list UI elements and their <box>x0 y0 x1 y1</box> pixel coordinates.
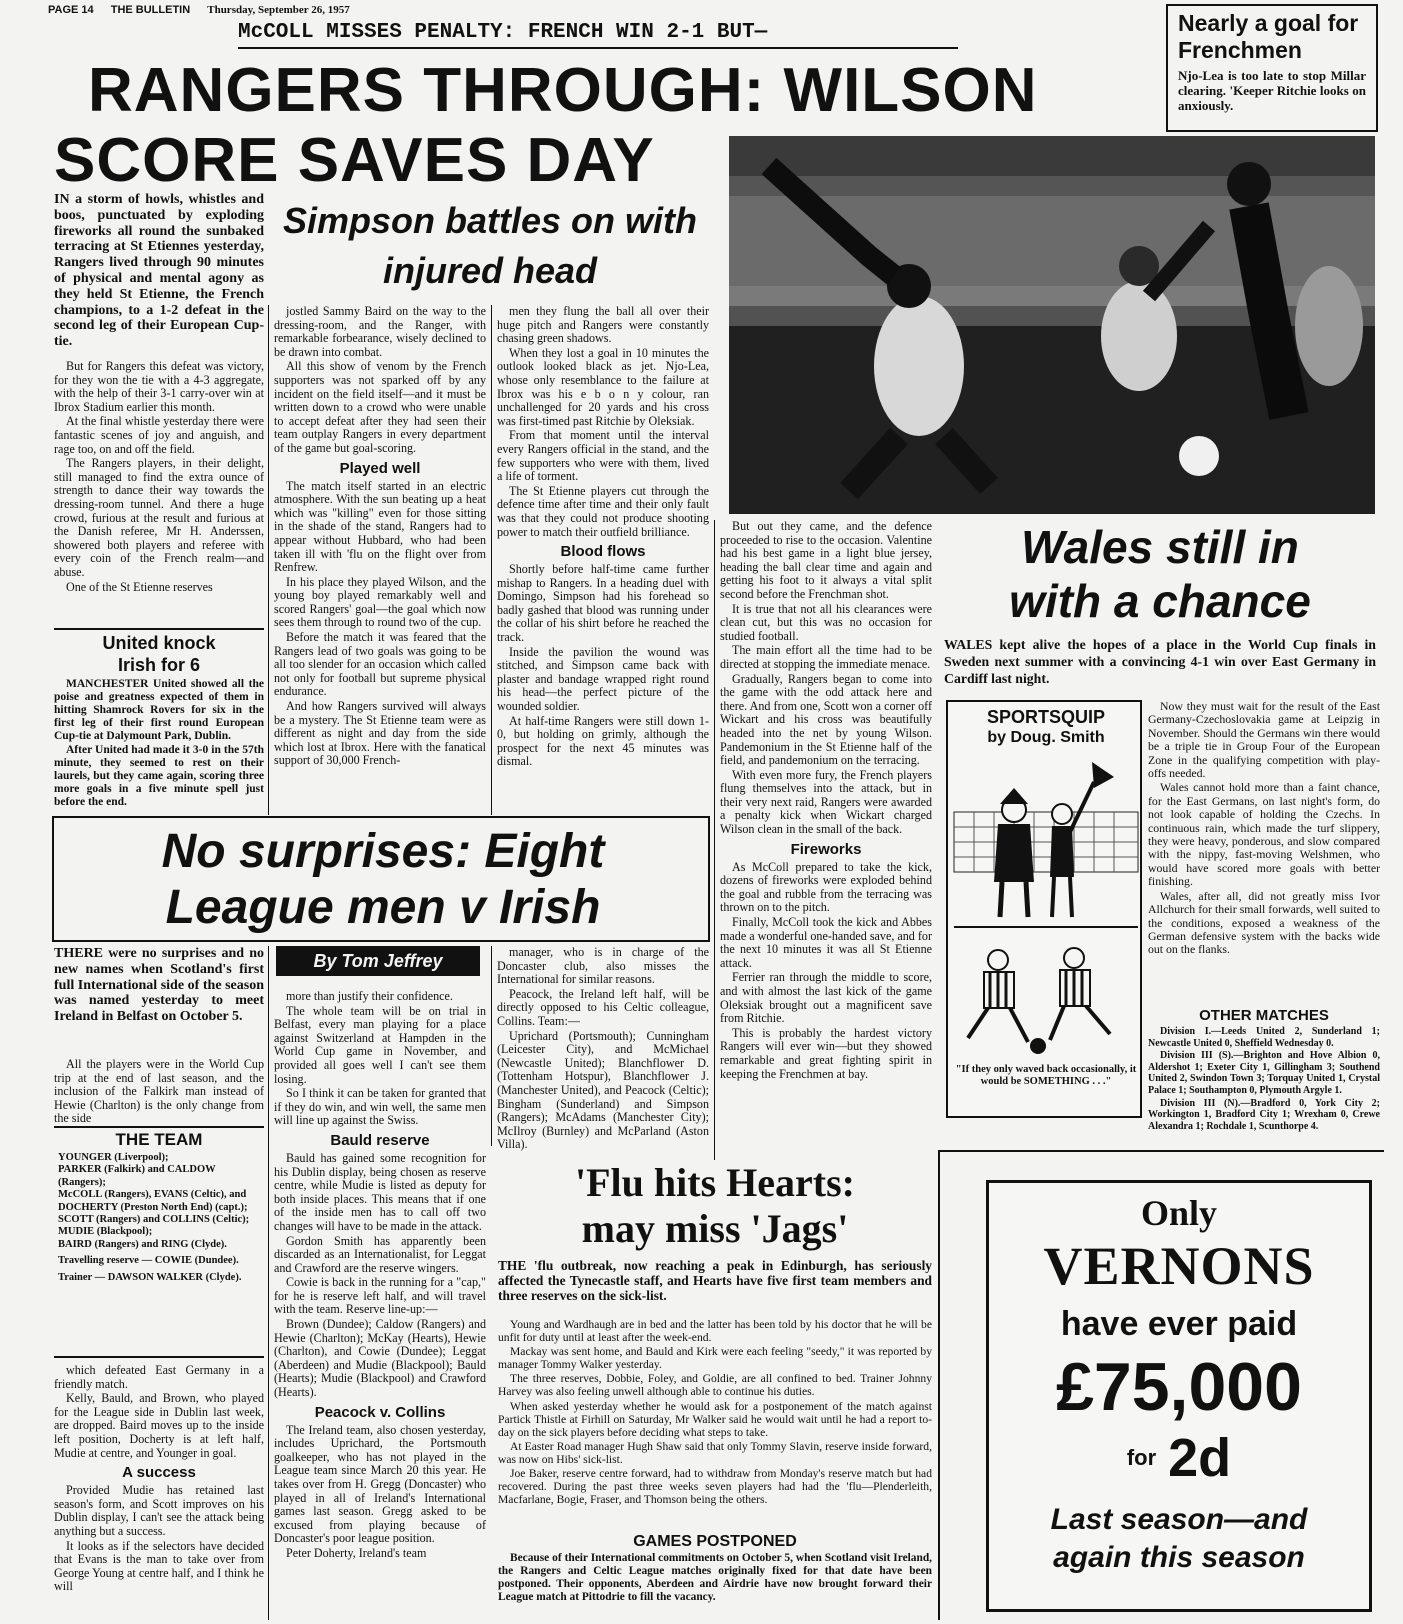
subhead-bauld-reserve: Bauld reserve <box>330 1131 430 1149</box>
hearts-headline <box>498 1160 932 1254</box>
subhead-played-well: Played well <box>339 459 421 477</box>
irish-col3 <box>497 945 709 1152</box>
byline-box <box>276 946 480 976</box>
team-player-2: PARKER (Falkirk) and CALDOW (Rangers); <box>58 1164 216 1188</box>
page-number: PAGE 14 <box>48 4 94 16</box>
rangers-col1-p2: At the final whistle yesterday there were fantastic scenes of joy and anguish, and rage too, on and off the field. <box>54 414 264 456</box>
hearts-headline-line1: 'Flu hits Hearts: <box>575 1160 855 1205</box>
irish-col2-p2: The whole team will be on trial in Belfast, every man playing for a place against Switzerland at Hampden in the World Cup game in November, and provided all goes well I can't see them losing. <box>274 1003 486 1086</box>
irish-col1c-p2: It looks as if the selectors have decided that Evans is the man to take over from George Young at centre half, and I think he will <box>54 1538 264 1594</box>
rangers-col3b-p3: At half-time Rangers were still down 1-0, but holding on grimly, although the prospect for the next 45 minutes was dismal. <box>497 713 709 769</box>
hearts-p3: The three reserves, Dobbie, Foley, and Goldie, are all confined to bed. Trainer Johnny Harvey was also feeling unwell although able to continue his duties. <box>498 1372 932 1399</box>
team-player-5: MUDIE (Blackpool); <box>58 1226 153 1238</box>
team-player-1: YOUNGER (Liverpool); <box>58 1152 169 1163</box>
hearts-p1: Young and Wardhaugh are in bed and the latter has been told by his doctor that he will be unfit for duty until at least after the week-end. <box>498 1318 932 1345</box>
cartoon-illustration <box>954 752 1138 1062</box>
rangers-col4b-p4: This is probably the hardest victory Rangers will ever win—but they showed remarkable and great fighting spirit in keeping the Frenchmen at bay. <box>720 1025 932 1081</box>
wales-col <box>1148 700 1380 1006</box>
cartoon-byline: by Doug. Smith <box>987 729 1105 746</box>
photo-caption-title: Nearly a goal for Frenchmen <box>1178 10 1359 63</box>
rangers-col4-p1: But out they came, and the defence proceeded to rise to the occasion. Valentine had his best game in a light blue jersey, heading the ball clear time and again and getting his foot to it always a vital split second before the Frenchman shot. <box>720 519 932 601</box>
team-reserve: Travelling reserve — COWIE (Dundee). <box>58 1255 239 1267</box>
col-rule-3 <box>714 520 715 1160</box>
subhead-a-success: A success <box>122 1464 196 1482</box>
irish-col1b-p1: which defeated East Germany in a friendly match. <box>54 1363 264 1391</box>
issue-date: Thursday, September 26, 1957 <box>207 4 350 16</box>
ad-price: 2d <box>1168 1428 1232 1488</box>
united-p1: MANCHESTER United showed all the poise and greatness expected of them in hitting Shamrock Rovers for six in the first leg of their first round European Cup-tie at Dalymount Park, Dublin. <box>54 678 264 742</box>
rangers-col3-p4: The St Etienne players cut through the defence time after time and their only fault was that they could not produce shooting power to match their outfield brilliance. <box>497 483 709 539</box>
rangers-col1-p4: One of the St Etienne reserves <box>66 579 213 594</box>
subhead-fireworks: Fireworks <box>790 840 862 858</box>
rangers-col4-p2: It is true that not all his clearances were clean cut, but this was no occasion for studied football. <box>720 601 932 643</box>
rangers-col4b-p2: Finally, McColl took the kick and Abbes made a wonderful one-handed save, and for the next 10 minutes it was all St Etienne attack. <box>720 915 932 970</box>
irish-col2c-p1: The Ireland team, also chosen yesterday, includes Uprichard, the Portsmouth goalkeeper, who has not played in the League team since March 20 this year. He takes over from H. Gregg (Doncaster) who played in all of Ireland's International games last season. Gregg asked to be excused from playing because of Doncaster's poor league position. <box>274 1422 486 1546</box>
sportsquip-cartoon <box>946 700 1142 1118</box>
other-matches-heading: OTHER MATCHES <box>1199 1007 1329 1024</box>
games-postponed-heading: GAMES POSTPONED <box>633 1533 797 1550</box>
team-trainer: Trainer — DAWSON WALKER (Clyde). <box>58 1271 242 1283</box>
rangers-col4b-p3: Ferrier ran through the middle to score, and with almost the last kick of the game Oleksiak brought out a magnificent save from Ritchie. <box>720 970 932 1026</box>
team-heading: THE TEAM <box>115 1130 203 1149</box>
wales-lead: WALES kept alive the hopes of a place in the World Cup finals in Sweden next summer with a convincing 4-1 win over East Germany in Cardiff last night. <box>944 637 1376 686</box>
rangers-col3 <box>497 305 709 815</box>
ad-price-line <box>989 1427 1369 1497</box>
byline-text: By Tom Jeffrey <box>313 951 443 971</box>
hearts-p5: At Easter Road manager Hugh Shaw said that only Tommy Slavin, reserve inside forward, was now on Hibs' sick-list. <box>498 1439 932 1466</box>
irish-col2b-p1: Bauld has gained some recognition for his Dublin display, being chosen as reserve centre, while Mudie is listed as deputy for both inside places. This means that if one of the inside men has to call off two changes will have to be made in the attack. <box>274 1150 486 1233</box>
irish-col2b-p3: Cowie is back in the running for a "cap," for he is reserve left half, and will travel with the team. Reserve line-up:— <box>274 1275 486 1317</box>
rangers-col1-p1: But for Rangers this defeat was victory, for they won the tie with a 4-3 aggregate, with the help of their 3-1 carry-over win at Ibrox Stadium earlier this month. <box>54 359 264 414</box>
kicker: McCOLL MISSES PENALTY: FRENCH WIN 2-1 BUT— <box>238 21 768 44</box>
masthead <box>48 4 948 20</box>
irish-col2c-p2: Peter Doherty, Ireland's team <box>286 1545 427 1560</box>
rangers-col3b-p1: Shortly before half-time came further mishap to Rangers. In a heading duel with Domingo, Simpson had his forehead so badly gashed that blood was running under the collar of his shirt before he reached the track. <box>497 562 709 645</box>
team-player-3: McCOLL (Rangers), EVANS (Celtic), and DOCHERTY (Preston North End) (capt.); <box>58 1189 248 1213</box>
hearts-body <box>498 1318 932 1534</box>
rangers-lead: IN a storm of howls, whistles and boos, punctuated by exploding fireworks all round the sunbaked terracing at St Etiennes yesterday, Rangers lived through 90 minutes of physical and mental agony as they held St Etienne, the French champions, to a 1-2 defeat in the second leg of their European Cup-tie. <box>54 192 264 350</box>
rangers-col4 <box>720 520 932 1160</box>
team-player-6: BAIRD (Rangers) and RING (Clyde). <box>58 1238 227 1250</box>
ad-amount: £75,000 <box>1056 1349 1302 1425</box>
rangers-col3b-p2: Inside the pavilion the wound was stitched, and Simpson came back with plaster and bandage wrapped right round his head—the perfect picture of the wounded soldier. <box>497 644 709 714</box>
united-top-rule <box>54 628 264 630</box>
col-rule-4 <box>268 946 269 1620</box>
other-matches-div3s: Division III (S).—Brighton and Hove Albion 0, Aldershot 1; Exeter City 1, Gillingham 3; Southend United 2, Swindon Town 3; Torquay United 1, Crystal Palace 1; Southampton 0, Plymouth Argyle 1. <box>1148 1050 1380 1096</box>
col-rule-5 <box>491 946 492 1146</box>
united-headline: United knock Irish for 6 <box>102 633 216 675</box>
col-rule-1 <box>268 305 269 815</box>
irish-col2-p3: So I think it can be taken for granted that if they do win, and win well, the same men will line up against the Swiss. <box>274 1086 486 1128</box>
rangers-col3-p3: From that moment until the interval every Rangers official in the stand, and the few supporters who were with them, lived a life of torment. <box>497 428 709 484</box>
irish-col1b <box>54 1364 264 1620</box>
rangers-col2b-p4: And how Rangers survived will always be a mystery. The St Etienne team were as different as night and day from the side which lost at Ibrox. Here with the fanatical support of 30,000 French- <box>274 699 486 768</box>
irish-col1 <box>54 1057 264 1126</box>
irish-col1-p1: All the players were in the World Cup trip at the end of last season, and the inclusion of the Falkirk man instead of Hewie (Charlton) is the only change from the side <box>54 1057 264 1126</box>
rangers-col3-p1: men they flung the ball all over their huge pitch and Rangers were constantly chasing green shadows. <box>497 304 709 346</box>
hearts-headline-line2: may miss 'Jags' <box>581 1206 849 1251</box>
main-headline-line1: RANGERS THROUGH: WILSON <box>88 56 1038 125</box>
wales-headline-line1: Wales still in <box>1021 521 1299 573</box>
match-photo <box>729 136 1375 514</box>
other-matches-div1: Division I.—Leeds United 2, Sunderland 1; Newcastle United 0, Sheffield Wednesday 0. <box>1148 1026 1380 1049</box>
photo-caption-box <box>1166 4 1378 132</box>
wales-headline <box>940 520 1380 630</box>
other-matches-div3n: Division III (N).—Bradford 0, York City 2; Workington 1, Bradford City 1; Wrexham 0, Crewe Alexandra 1; Rochdale 1, Scunthorpe 4. <box>1148 1097 1380 1132</box>
rangers-subhead <box>270 196 710 296</box>
irish-headline-line1: No surprises: Eight <box>161 825 605 878</box>
match-photo-illustration <box>729 136 1375 514</box>
irish-col2b-p2: Gordon Smith has apparently been discarded as an Internationalist, for Leggat and Crawford are the reserve wingers. <box>274 1233 486 1275</box>
rangers-col4-p3: The main effort all the time had to be directed at stopping the immediate menace. <box>720 643 932 671</box>
irish-col1b-p2: Kelly, Bauld, and Brown, who played for the League side in Dublin last week, are dropped. Baird moves up to the inside left position, Docherty is at left half, Mudie at centre, and Younger in goal. <box>54 1391 264 1460</box>
ad-brand: VERNONS <box>1043 1236 1315 1296</box>
hearts-p6: Joe Baker, reserve centre forward, had to withdraw from Monday's reserve match but had recovered. During the past three weeks seven players had had the 'flu—Plenderleith, Macfarlane, Bogie, Fraser, and Thomson being the others. <box>498 1467 932 1507</box>
rangers-col2b-p1: The match itself started in an electric atmosphere. With the sun beating up a heat which was "killing" even for those sitting in the shade of the stand, Rangers had to appear without Hubbard, who had been taken ill with 'flu on the flight over from Renfrew. <box>274 478 486 575</box>
ad-only: Only <box>1140 1193 1218 1233</box>
ad-have-ever-paid: have ever paid <box>1060 1305 1298 1343</box>
united-p2: After United had made it 3-0 in the 57th minute, they seemed to rest on their laurels, but they came again, scoring three more goals in a five minute spell just before the end. <box>54 744 264 808</box>
team-player-4: SCOTT (Rangers) and COLLINS (Celtic); <box>58 1214 250 1226</box>
other-matches-list <box>1148 1026 1380 1146</box>
hearts-lead: THE 'flu outbreak, now reaching a peak in Edinburgh, has seriously affected the Tynecastle staff, and Hearts have five first team members and three reserves on the sick-list. <box>498 1258 932 1303</box>
ad-tagline-1: Last season—and <box>1050 1503 1308 1536</box>
irish-col2 <box>274 990 486 1620</box>
subhead-blood-flows: Blood flows <box>560 543 646 561</box>
rangers-col2-p1: jostled Sammy Baird on the way to the dressing-room, and the Ranger, with remarkable forbearance, wisely declined to be drawn into combat. <box>274 304 486 359</box>
rangers-subhead-text: Simpson battles on with injured head <box>282 200 698 291</box>
rangers-col1 <box>54 360 264 624</box>
vernons-ad <box>986 1180 1372 1612</box>
rangers-col2b-p3: Before the match it was feared that the Rangers lead of two goals was going to be all too slender for an occasion which called not only for football but supreme physical endurance. <box>274 630 486 699</box>
irish-col3-p3: Uprichard (Portsmouth); Cunningham (Leicester City), and McMichael (Newcastle United); Blanchflower D. (Tottenham Hotspur), Blanchflower J. (Manchester United), and Peacock (Celtic); Bingham (Sunderland) and Simpson (Rangers); McAdams (Manchester City); McIlroy (Burnley) and McParland (Aston Villa). <box>497 1028 709 1152</box>
wales-headline-line2: with a chance <box>1009 575 1311 627</box>
irish-col2-p1: more than justify their confidence. <box>286 989 453 1003</box>
paper-name: THE BULLETIN <box>110 4 191 16</box>
rangers-col2b-p2: In his place they played Wilson, and the young boy played remarkably well and scored Rangers' goal—the goal which now sees them through to round two of the cup. <box>274 574 486 630</box>
rangers-col4b-p1: As McColl prepared to take the kick, dozens of fireworks were exploded behind the goal and rubble from the terracing was thrown on to the pitch. <box>720 859 932 915</box>
irish-col3-p1: manager, who is in charge of the Doncaster club, also misses the International for similar reasons. <box>497 945 709 987</box>
rangers-col4-p5: With even more fury, the French players flung themselves into the attack, but in their very next raid, Rangers were awarded a penalty kick when Wickart charged Wilson clean in the small of the back. <box>720 767 932 837</box>
rangers-col3-p2: When they lost a goal in 10 minutes the outlook looked black as jet. Njo-Lea, whose only resemblance to the failure at Ibrox was his e b o n y colour, ran unchallenged for 20 yards and his cross was first-timed past Ritchie by Oleksiak. <box>497 345 709 428</box>
united-story <box>54 678 264 814</box>
wales-p2: Wales cannot hold more than a faint chance, for the East Germans, on last night's form, do not look capable of holding the Czechs. In continuous rain, which made the turf slippery, they were heavy, ponderous, and slow compared with the nippy, fast-moving Welshmen, who would have scored more goals with better finishing. <box>1148 780 1380 889</box>
wales-p3: Wales, after all, did not greatly miss Ivor Allchurch for their small forwards, well suited to the conditions, exposed a weakness of the German defensive system with the backs wide out on the flanks. <box>1148 888 1380 957</box>
kicker-rule <box>238 47 958 49</box>
rangers-col1-p3: The Rangers players, in their delight, still managed to find the extra ounce of strength to dance their way towards the dressing-room tunnel. And there a huge crowd, furious at the result and furious at the Danish referee, Mr H. Anderssen, showered both players and referee with every coin of the French realm—and abuse. <box>54 456 264 579</box>
games-postponed-text <box>498 1552 932 1620</box>
team-box <box>54 1126 264 1358</box>
irish-headline-box <box>52 816 710 942</box>
team-list <box>54 1152 264 1284</box>
rangers-col2 <box>274 305 486 815</box>
hearts-p4: When asked yesterday whether he would ask for a postponement of the match against Partick Thistle at Firhill on Saturday, Mr Walker said he would wait until he had a report to-day on the sick players before deciding what steps to take. <box>498 1399 932 1439</box>
hearts-p2: Mackay was sent home, and Bauld and Kirk were each feeling "seedy," it was reported by manager Tommy Walker yesterday. <box>498 1345 932 1372</box>
photo-caption-text: Njo-Lea is too late to stop Millar clearing. 'Keeper Ritchie looks on anxiously. <box>1178 68 1366 113</box>
irish-col1c-p1: Provided Mudie has retained last season's form, and Scott improves on his Dublin display, I can't see the attack being anything but a success. <box>54 1483 264 1538</box>
ad-tagline-2: again this season <box>1053 1541 1305 1574</box>
irish-col3-p2: Peacock, the Ireland left half, will be directly opposed to his Celtic colleague, Collins. Team:— <box>497 986 709 1028</box>
cartoon-caption: "If they only waved back occasionally, it would be SOMETHING . . ." <box>955 1064 1137 1087</box>
wales-p1: Now they must wait for the result of the East Germany-Czechoslovakia game at Leipzig in November. Should the Germans win there would be a triple tie in Group Four of the European Zone in the qualifying competition with play-offs needed. <box>1148 699 1380 781</box>
col-rule-2 <box>491 305 492 815</box>
cartoon-title: SPORTSQUIP <box>986 707 1106 727</box>
rangers-col2-p2: All this show of venom by the French supporters was not sparked off by any incident on the field itself—and it must be written down to a crowd who were unable to accept defeat after they had seen their team outplay Rangers in every department of the game but goal-scoring. <box>274 359 486 455</box>
irish-headline-line2: League men v Irish <box>165 881 601 934</box>
ad-for: for <box>1126 1445 1157 1470</box>
rangers-col4-p4: Gradually, Rangers began to come into the game with the odd attack here and there. And from one, Scott won a corner off Wickart and his cross was beautifully headed into the net by young Wilson. Pandemonium in the St Etienne half of the field, and pandemonium on the terracing. <box>720 671 932 768</box>
irish-lead: THERE were no surprises and no new names when Scotland's first full International side of the season was named yesterday to meet Ireland in Belfast on October 5. <box>54 946 264 1025</box>
games-postponed-p1: Because of their International commitments on October 5, when Scotland visit Ireland, the Rangers and Celtic League matches originally fixed for that date have been postponed. Their opponents, Aberdeen and Airdrie have now brought forward their League match at Pittodrie to fill the vacancy. <box>498 1552 932 1603</box>
main-headline-line2: SCORE SAVES DAY <box>54 126 655 195</box>
subhead-peacock-collins: Peacock v. Collins <box>314 1403 446 1421</box>
irish-col2b-p4: Brown (Dundee); Caldow (Rangers) and Hewie (Charlton); McKay (Hearts), Hewie (Charlton), and Cowie (Dundee); Leggat (Aberdeen) and Mudie (Blackpool); Bauld (Hearts); Mudie (Blackpool) and Crawford (Hearts). <box>274 1317 486 1400</box>
